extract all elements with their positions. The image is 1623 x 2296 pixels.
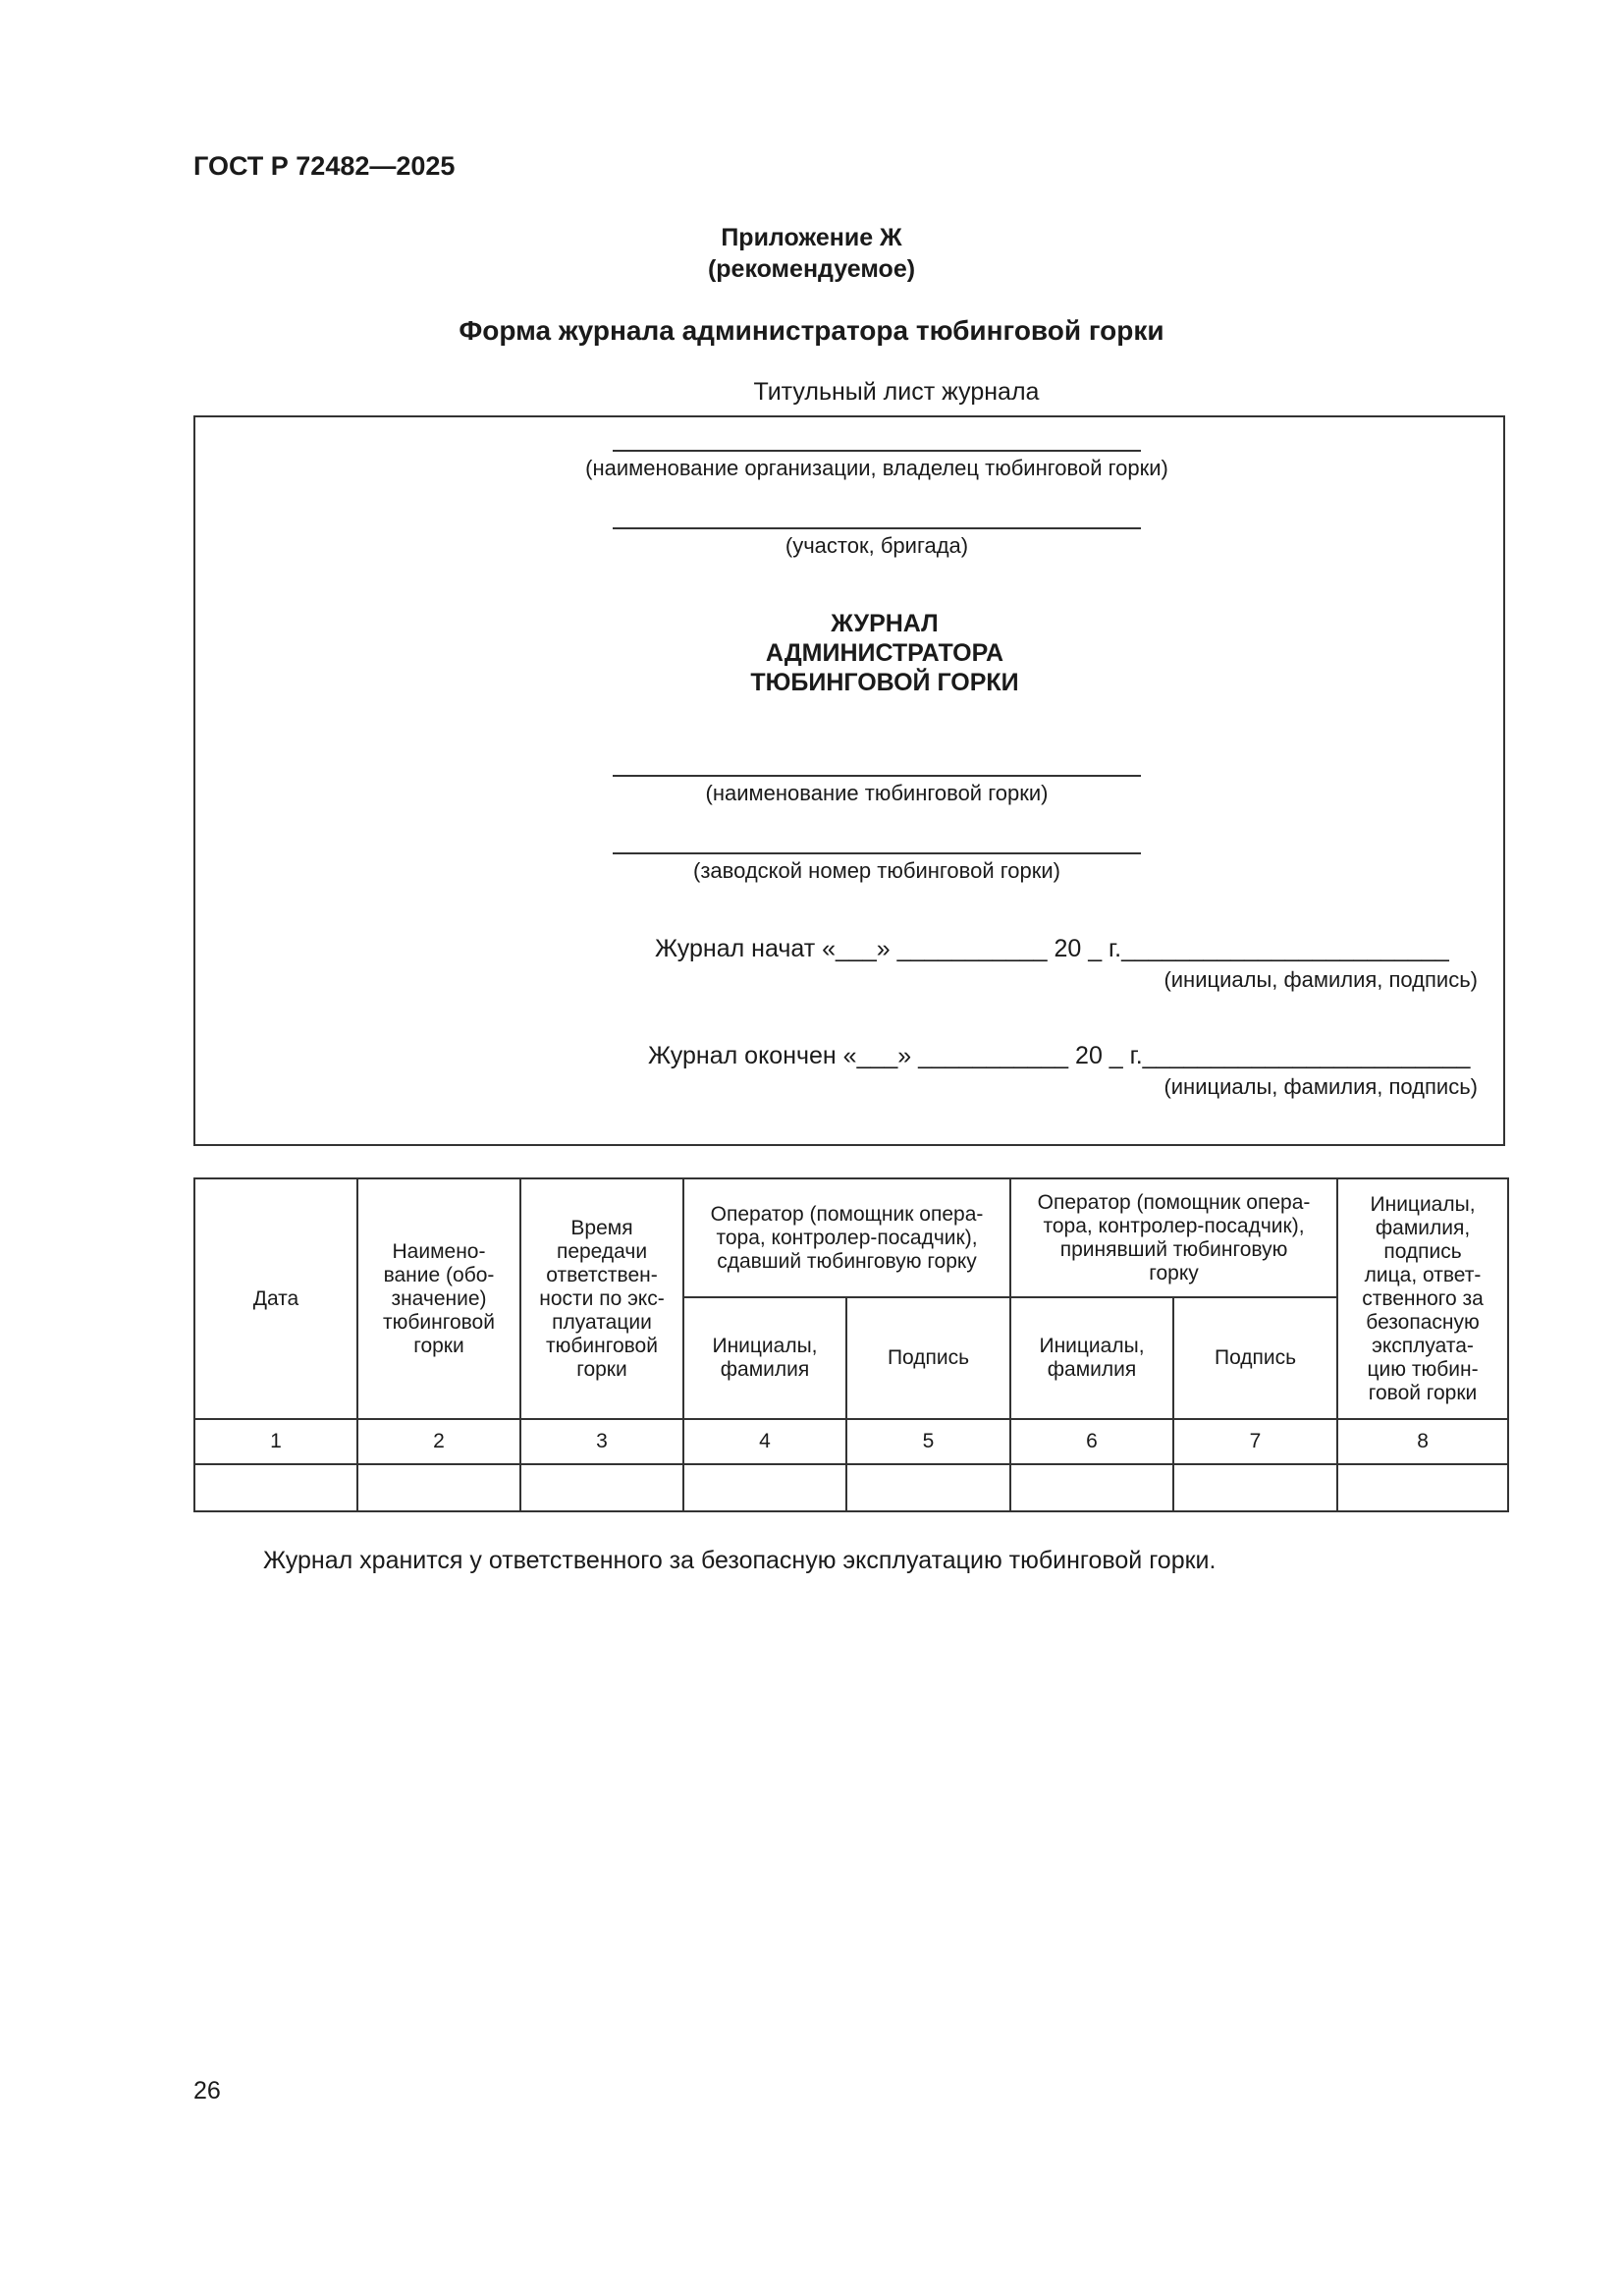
organization-field-line [613,450,1141,452]
empty-cell [683,1464,846,1511]
empty-cell [1173,1464,1337,1511]
journal-ended-row: Журнал окончен «___» ___________ 20 _ г.________________________ [648,1042,1471,1069]
column-number: 4 [683,1419,846,1464]
slide-name-field-line [613,775,1141,777]
serial-number-field-caption: (заводской номер тюбинговой горки) [693,858,1060,883]
journal-heading-line-3: ТЮБИНГОВОЙ ГОРКИ [750,669,1019,696]
header-operator-received: Оператор (помощник опера- тора, контролер-посадчик), принявший тюбинговую горку [1010,1178,1337,1297]
header-received-signature: Подпись [1173,1297,1337,1419]
header-handed-signature: Подпись [846,1297,1010,1419]
column-number: 8 [1337,1419,1508,1464]
empty-cell [520,1464,683,1511]
slide-name-field-caption: (наименование тюбинговой горки) [705,781,1049,805]
header-transfer-time: Время передачи ответствен- ности по экс- плуатации тюбинговой горки [520,1178,683,1419]
header-received-initials: Инициалы, фамилия [1010,1297,1173,1419]
title-sheet-caption: Титульный лист журнала [753,378,1040,406]
journal-heading-line-2: АДМИНИСТРАТОРА [765,639,1004,667]
column-number: 5 [846,1419,1010,1464]
page-number: 26 [193,2077,221,2105]
header-date: Дата [194,1178,357,1419]
column-number: 7 [1173,1419,1337,1464]
storage-note: Журнал хранится у ответственного за безопасную эксплуатацию тюбинговой горки. [263,1547,1217,1574]
empty-cell [846,1464,1010,1511]
header-responsible-person: Инициалы, фамилия, подпись лица, ответ- ственного за безопасную эксплуата- цию тюбин- говой горки [1337,1178,1508,1419]
organization-field-caption: (наименование организации, владелец тюбинговой горки) [585,456,1168,480]
journal-log-table [193,1177,1509,1512]
header-slide-name: Наимено- вание (обо- значение) тюбинговой горки [357,1178,520,1419]
column-number: 1 [194,1419,357,1464]
journal-started-row: Журнал начат «___» ___________ 20 _ г.________________________ [655,935,1449,962]
journal-started-signature-caption: (инициалы, фамилия, подпись) [1163,967,1478,992]
column-number: 6 [1010,1419,1173,1464]
header-handed-initials: Инициалы, фамилия [683,1297,846,1419]
header-operator-handed: Оператор (помощник опера- тора, контролер-посадчик), сдавший тюбинговую горку [683,1178,1010,1297]
empty-cell [1337,1464,1508,1511]
form-title: Форма журнала администратора тюбинговой горки [459,315,1164,346]
section-field-line [613,527,1141,529]
column-number: 3 [520,1419,683,1464]
journal-heading-line-1: ЖУРНАЛ [831,610,939,637]
empty-cell [1010,1464,1173,1511]
empty-cell [357,1464,520,1511]
column-number: 2 [357,1419,520,1464]
section-field-caption: (участок, бригада) [784,533,969,558]
journal-ended-signature-caption: (инициалы, фамилия, подпись) [1163,1074,1478,1099]
serial-number-field-line [613,852,1141,854]
appendix-title: Приложение Ж [721,224,902,251]
document-code: ГОСТ Р 72482—2025 [193,151,456,181]
appendix-status: (рекомендуемое) [707,255,916,283]
empty-cell [194,1464,357,1511]
